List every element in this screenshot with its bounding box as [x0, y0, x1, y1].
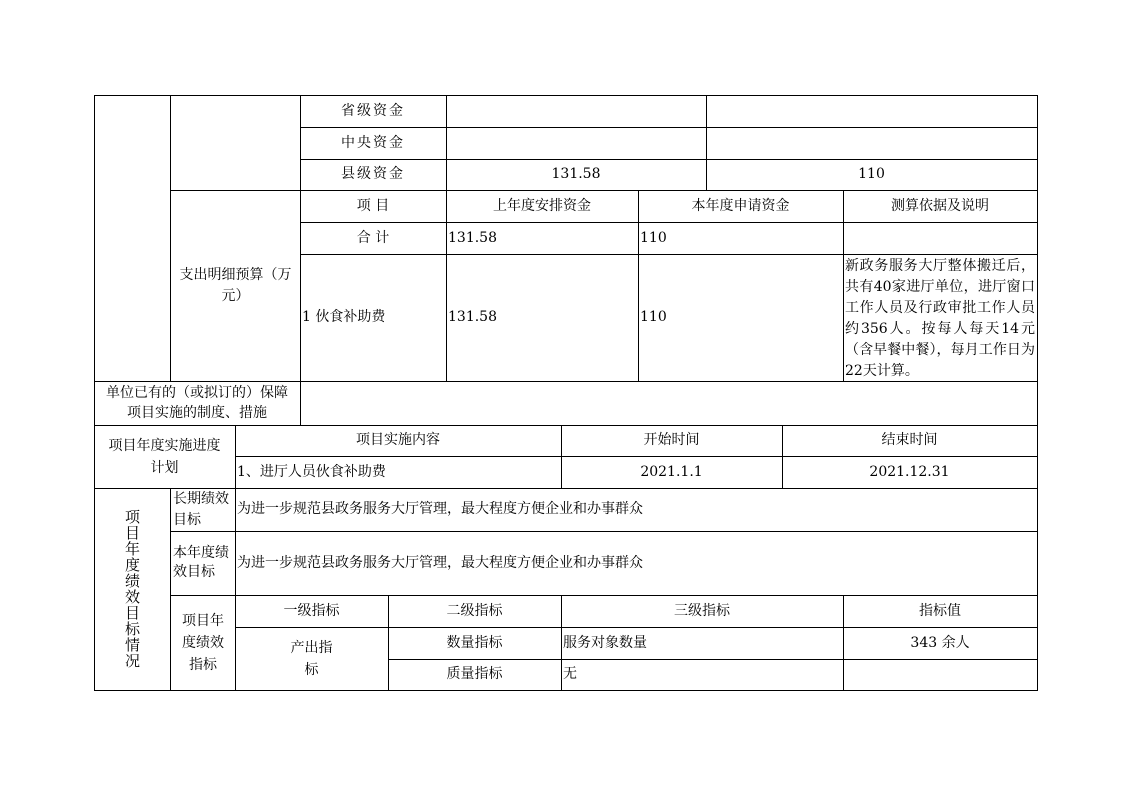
table-border-right [1037, 95, 1038, 691]
progress-label: 项目年度实施进度计划 [108, 437, 221, 476]
indicators-label: 项目年度绩效指标 [182, 612, 224, 673]
indicator-row-level3: 无 [563, 666, 577, 682]
expense-row-this-year: 110 [640, 309, 667, 325]
expense-budget-label: 支出明细预算（万元） [179, 267, 292, 304]
funding-last-year-central [446, 127, 706, 159]
progress-row-end: 2021.12.31 [869, 463, 950, 480]
progress-header-content: 项目实施内容 [356, 432, 440, 448]
indicator-header-level2: 二级指标 [446, 602, 503, 619]
funding-last-year-provincial [446, 95, 706, 127]
expense-total-last-year: 131.58 [448, 229, 497, 246]
expense-total-this-year: 110 [640, 229, 667, 246]
funding-this-year-provincial [706, 95, 1037, 127]
expense-header-this-year: 本年度申请资金 [691, 197, 790, 214]
performance-label-cell [94, 488, 170, 690]
safeguard-label: 单位已有的（或拟订的）保障项目实施的制度、措施 [106, 385, 288, 421]
funding-this-year-county: 110 [858, 166, 885, 182]
funding-label-county: 县级资金 [341, 166, 405, 182]
annual-goal-label: 本年度绩效目标 [173, 545, 229, 580]
safeguard-value [300, 381, 1037, 425]
expense-header-last-year: 上年度安排资金 [493, 197, 591, 214]
indicator-row-level2: 数量指标 [446, 634, 503, 651]
funding-label-provincial: 省级资金 [341, 102, 405, 119]
indicator-header-value: 指标值 [919, 602, 961, 619]
indicator-row-value: 343 余人 [910, 634, 970, 651]
expense-row-basis: 新政务服务大厅整体搬迁后，共有40家进厅单位，进厅窗口工作人员及行政审批工作人员约356人。按每人每天14元（含早餐中餐），每月工作日为22天计算。 [845, 258, 1035, 379]
indicator-header-level1: 一级指标 [283, 602, 340, 619]
long-term-goal-value: 为进一步规范县政务服务大厅管理，最大程度方便企业和办事群众 [237, 501, 643, 517]
long-term-goal-label: 长期绩效目标 [173, 490, 229, 528]
progress-row-content: 1、进厅人员伙食补助费 [237, 463, 386, 480]
expense-total-label: 合 计 [356, 229, 390, 246]
indicator-header-level3: 三级指标 [674, 602, 730, 619]
indicator-row-value [843, 659, 1037, 690]
indicator-row-level3: 服务对象数量 [563, 634, 647, 651]
funding-last-year-county: 131.58 [551, 166, 601, 182]
expense-header-basis: 测算依据及说明 [891, 197, 989, 214]
indicator-row-level2: 质量指标 [446, 666, 503, 682]
funding-label-central: 中央资金 [341, 134, 405, 151]
expense-row-last-year: 131.58 [448, 309, 497, 325]
expense-header-item: 项 目 [356, 197, 390, 214]
progress-header-start: 开始时间 [643, 432, 700, 448]
expense-row-item: 1 伙食补助费 [302, 309, 386, 325]
progress-row-start: 2021.1.1 [640, 463, 703, 480]
progress-header-end: 结束时间 [881, 432, 938, 448]
indicator-group-output: 产出指标 [290, 639, 333, 678]
performance-label: 项目年度绩效目标情况 [123, 509, 141, 669]
funding-this-year-central [706, 127, 1037, 159]
annual-goal-value: 为进一步规范县政务服务大厅管理，最大程度方便企业和办事群众 [237, 554, 643, 571]
